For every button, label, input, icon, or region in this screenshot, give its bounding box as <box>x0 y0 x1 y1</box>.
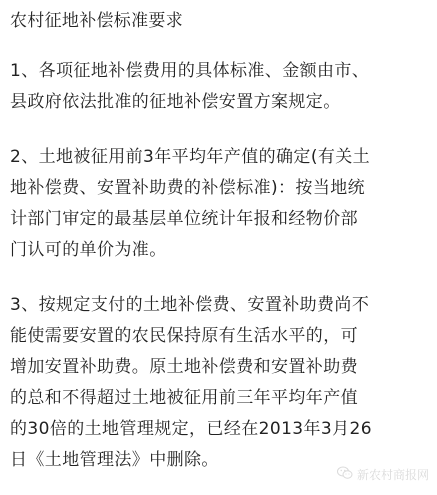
wechat-icon <box>337 466 353 483</box>
paragraph-line: 门认可的单价为准。 <box>10 240 167 260</box>
paragraph-line: 计部门审定的最基层单位统计年报和经物价部 <box>10 209 358 229</box>
paragraph-line: 地补偿费、安置补助费的补偿标准)：按当地统 <box>10 178 366 198</box>
paragraph-line: 能使需要安置的农民保持原有生活水平的，可 <box>10 326 358 346</box>
watermark <box>337 466 429 483</box>
paragraph-line: 2、土地被征用前3年平均年产值的确定(有关土 <box>10 147 371 167</box>
paragraph-3 <box>10 290 429 476</box>
document-title: 农村征地补偿标准要求 <box>10 11 183 31</box>
paragraph-line: 日《土地管理法》中删除。 <box>10 450 219 470</box>
paragraph-line: 增加安置补助费。原土地补偿费和安置补助费 <box>10 357 358 377</box>
watermark-text: 新农村商报网 <box>356 468 429 482</box>
paragraph-line: 3、按规定支付的土地补偿费、安置补助费尚不 <box>10 295 370 315</box>
paragraph-line: 的总和不得超过土地被征用前三年平均年产值 <box>10 388 358 408</box>
paragraph-line: 县政府依法批准的征地补偿安置方案规定。 <box>10 92 341 112</box>
paragraph-line: 1、各项征地补偿费用的具体标准、金额由市、 <box>10 61 370 81</box>
paragraph-line: 的30倍的土地管理规定，已经在2013年3月26 <box>10 419 372 439</box>
paragraph-2 <box>10 142 429 266</box>
paragraph-1 <box>10 56 429 118</box>
